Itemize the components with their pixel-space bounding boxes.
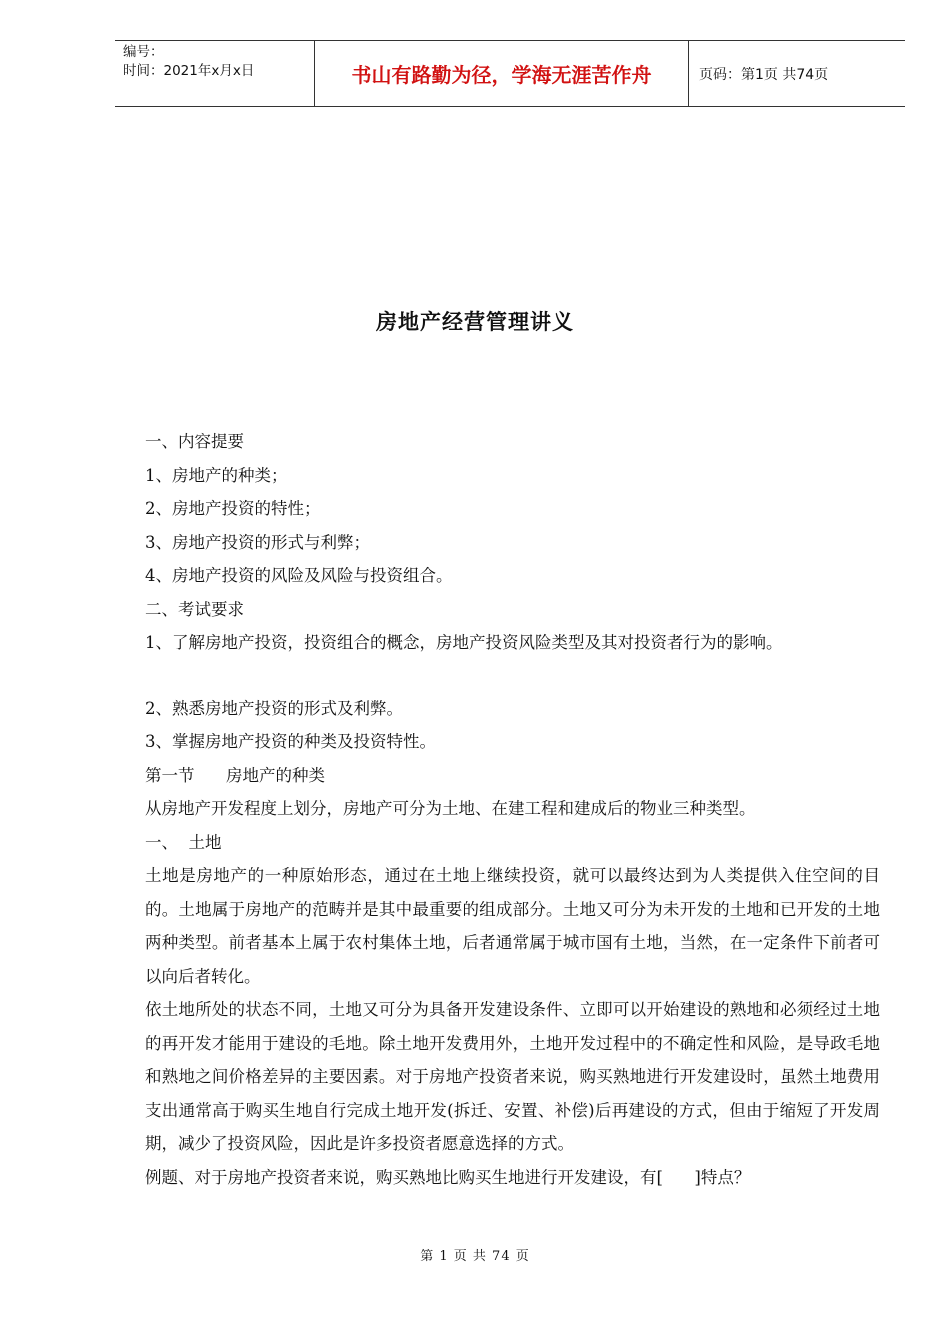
example-question: 例题、对于房地产投资者来说，购买熟地比购买生地进行开发建设，有[ ]特点？ [145,1167,751,1187]
list-item: 2、熟悉房地产投资的形式及利弊。 [145,698,403,718]
list-item: 3、掌握房地产投资的种类及投资特性。 [145,732,436,751]
header-motto: 书山有路勤为径，学海无涯苦作舟 [315,41,689,106]
paragraph-line: 从房地产开发程度上划分，房地产可分为土地、在建工程和建成后的物业三种类型。 [145,799,756,818]
list-item: 4、房地产投资的风险及风险与投资组合。 [145,566,453,585]
list-item: 1、房地产的种类； [145,465,288,485]
paragraph: 依土地所处的状态不同，土地又可分为具备开发建设条件、立即可以开始建设的熟地和必须经过土地的再开发才能用于建设的毛地。除土地开发费用外，土地开发过程中的不确定性和风险，是导政毛地和熟地之间价格差异的主要因素。对于房地产投资者来说，购买熟地进行开发建设时，虽然土地费用支出通常高于购买生地自行完成土地开发(拆迁、安置、补偿)后再建设的方式，但由于缩短了开发周期，减少了投资风险，因此是许多投资者愿意选择的方式。 [145,1000,880,1153]
header-page-info: 页码：第1页 共74页 [699,66,829,83]
list-item: 3、房地产投资的形式与利弊； [145,532,370,552]
header-meta [115,41,315,106]
blank-line [145,660,880,692]
section-heading: 一、内容提要 [145,432,244,451]
list-item: 1、了解房地产投资，投资组合的概念，房地产投资风险类型及其对投资者行为的影响。 [145,633,783,652]
time-label: 时间：2021年x月x日 [123,63,255,79]
paragraph: 土地是房地产的一种原始形态，通过在土地上继续投资，就可以最终达到为人类提供入住空间的目的。土地属于房地产的范畴并是其中最重要的组成部分。土地又可分为未开发的土地和已开发的土地两种类型。前者基本上属于农村集体土地，后者通常属于城市国有土地，当然，在一定条件下前者可以向后者转化。 [145,866,880,986]
page-header [115,40,905,107]
chapter-heading: 第一节 房地产的种类 [145,765,325,785]
document-title: 房地产经营管理讲义 [376,309,574,334]
section-heading: 二、考试要求 [145,599,244,619]
subsection-heading: 一、 土地 [145,832,222,852]
page-footer: 第 1 页 共 74 页 [420,1249,530,1264]
number-label: 编号： [123,44,164,60]
document-body [145,425,880,1194]
list-item: 2、房地产投资的特性； [145,499,321,518]
